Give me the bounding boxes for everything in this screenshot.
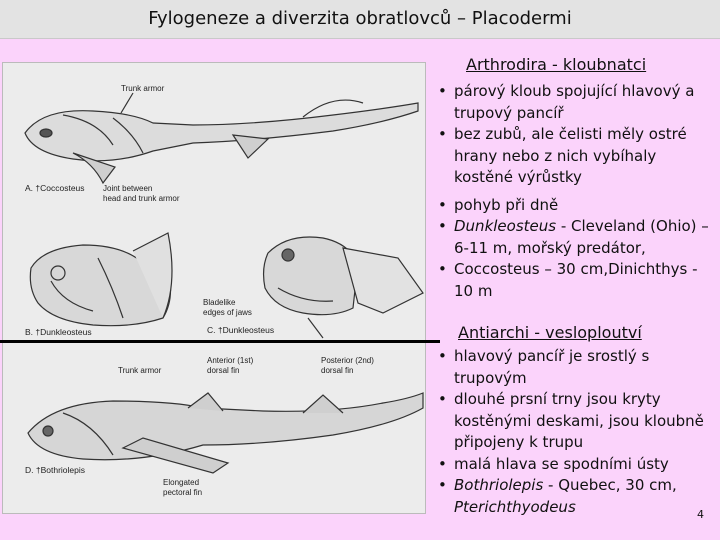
page-number: 4 <box>697 508 704 521</box>
label-joint: Joint between <box>103 184 153 193</box>
antiarchi-item: • malá hlava se spodními ústy <box>436 454 718 476</box>
arthrodira-heading: Arthrodira - kloubnatci <box>466 55 647 74</box>
coccosteus-drawing <box>25 93 418 183</box>
title-bar <box>0 0 720 39</box>
dunkleosteus-text: - Cleveland (Ohio) – 6-11 m, mořský predátor, <box>454 217 709 257</box>
label-bladelike-2: edges of jaws <box>203 308 252 317</box>
antiarchi-heading: Antiarchi - vesloploutví <box>458 323 642 342</box>
fossil-drawings <box>3 63 426 514</box>
arthrodira-item: • párový kloub spojující hlavový a trupový pancíř <box>436 81 718 124</box>
label-dunkleosteus-b: B. †Dunkleosteus <box>25 327 92 337</box>
dunkleosteus-reconstruction-drawing <box>264 237 423 338</box>
arthrodira-item: • Coccosteus – 30 cm,Dinichthys - 10 m <box>436 259 718 302</box>
label-joint-2: head and trunk armor <box>103 194 180 203</box>
label-posterior-2: dorsal fin <box>321 366 354 375</box>
label-bothriolepis: D. †Bothriolepis <box>25 465 86 475</box>
dunkleosteus-name: Dunkleosteus <box>454 217 557 235</box>
antiarchi-item: • dlouhé prsní trny jsou kryty kostěnými deskami, jsou kloubně připojeny k trupu <box>436 389 718 454</box>
dunkleosteus-skull-drawing <box>30 233 172 326</box>
label-elongated-2: pectoral fin <box>163 488 203 497</box>
label-coccosteus: A. †Coccosteus <box>25 183 85 193</box>
label-bladelike: Bladelike <box>203 298 236 307</box>
label-anterior-2: dorsal fin <box>207 366 240 375</box>
pterichthyodeus-name: Pterichthyodeus <box>454 497 576 516</box>
bothriolepis-drawing <box>28 393 423 473</box>
bothriolepis-text: - Quebec, 30 cm, <box>543 476 677 494</box>
label-posterior: Posterior (2nd) <box>321 356 374 365</box>
antiarchi-item: • hlavový pancíř je srostlý s trupovým <box>436 346 718 389</box>
arthrodira-item: • pohyb při dně <box>436 195 718 217</box>
placoderm-illustration <box>2 62 426 514</box>
label-elongated: Elongated <box>163 478 200 487</box>
section-divider <box>0 340 440 343</box>
label-anterior: Anterior (1st) <box>207 356 254 365</box>
arthrodira-item: • bez zubů, ale čelisti měly ostré hrany nebo z nich vybíhaly kostěné výrůstky <box>436 124 718 189</box>
arthrodira-list <box>436 81 718 302</box>
antiarchi-item <box>436 475 718 518</box>
slide-title: Fylogeneze a diverzita obratlovců – Placodermi <box>148 8 572 29</box>
bothriolepis-name: Bothriolepis <box>454 476 544 494</box>
label-dunkleosteus-c: C. †Dunkleosteus <box>207 325 275 335</box>
arthrodira-item <box>436 216 718 259</box>
label-trunk-armor-d: Trunk armor <box>118 366 162 375</box>
label-trunk-armor-a: Trunk armor <box>121 84 165 93</box>
antiarchi-list <box>436 346 718 518</box>
